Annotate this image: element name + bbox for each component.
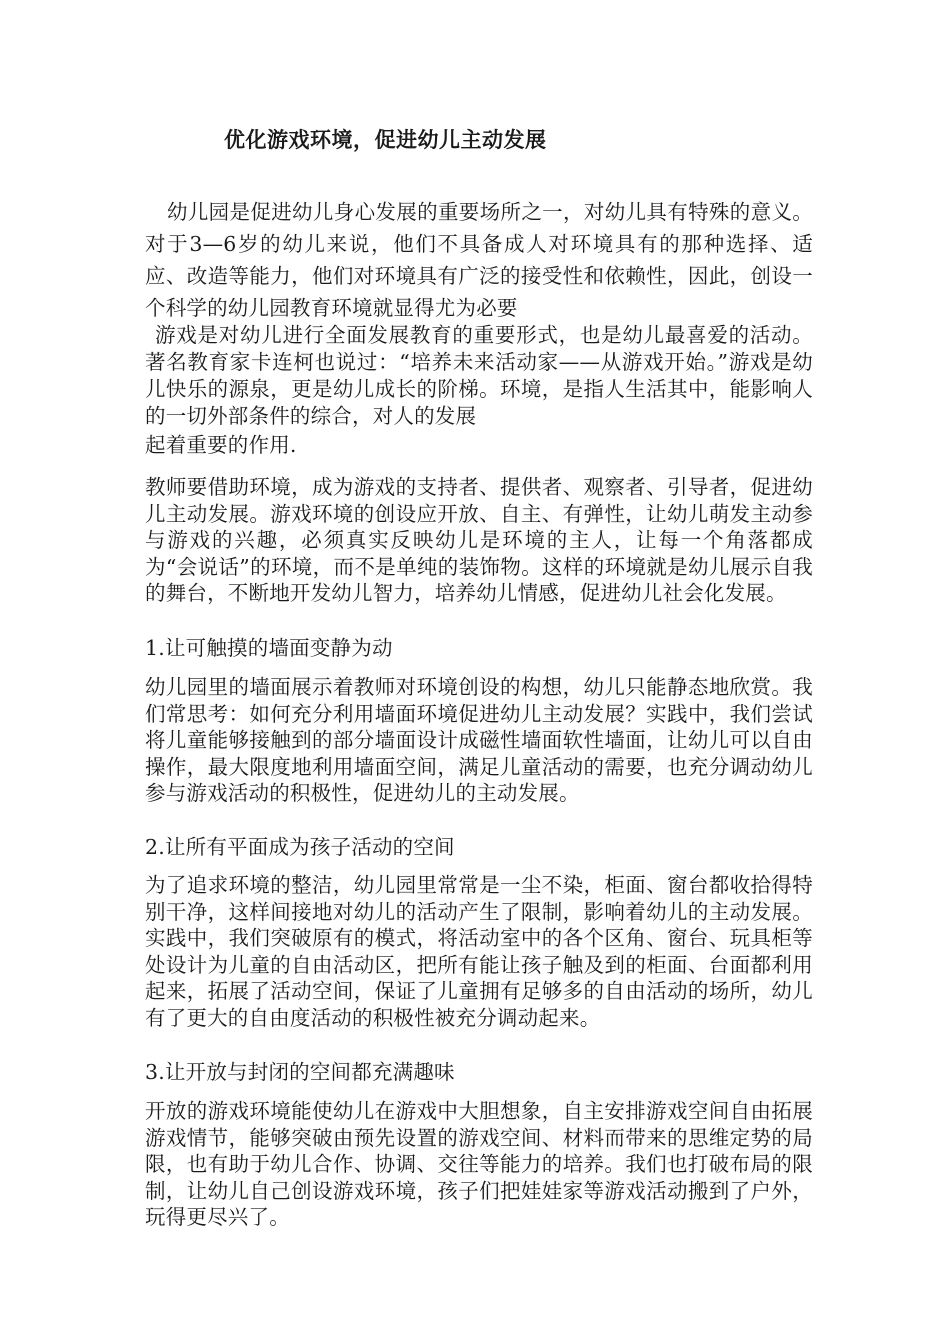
document-title: 优化游戏环境，促进幼儿主动发展	[224, 127, 547, 152]
paragraph-surfaces	[145, 872, 813, 1031]
heading-text: 2.让所有平面成为孩子活动的空间	[145, 835, 455, 859]
section-heading-2	[145, 833, 813, 861]
heading-text: 3.让开放与封闭的空间都充满趣味	[145, 1060, 455, 1084]
paragraph-game	[145, 322, 813, 430]
paragraph-game-end	[145, 430, 813, 460]
section-heading-3	[145, 1058, 813, 1086]
paragraph-text: 幼儿园是促进幼儿身心发展的重要场所之一，对幼儿具有特殊的意义。对于3—6岁的幼儿来说，他们不具备成人对环境具有的那种选择、适应、改造等能力，他们对环境具有广泛的接受性和依赖性，因此，创设一个科学的幼儿园教育环境就显得尤为必要	[145, 200, 813, 320]
paragraph-wall	[145, 674, 813, 807]
paragraph-intro	[145, 196, 813, 324]
paragraph-text: 游戏是对幼儿进行全面发展教育的重要形式，也是幼儿最喜爱的活动。著名教育家卡连柯也说过：“培养未来活动家——从游戏开始。”游戏是幼儿快乐的源泉，更是幼儿成长的阶梯。环境，是指人生活其中，能影响人的一切外部条件的综合，对人的发展	[145, 323, 813, 428]
paragraph-teacher	[145, 474, 813, 607]
paragraph-open-space	[145, 1098, 813, 1231]
heading-text: 1.让可触摸的墙面变静为动	[145, 636, 393, 660]
paragraph-text: 幼儿园里的墙面展示着教师对环境创设的构想，幼儿只能静态地欣赏。我们常思考：如何充分利用墙面环境促进幼儿主动发展？实践中，我们尝试将儿童能够接触到的部分墙面设计成磁性墙面软性墙面，让幼儿可以自由操作，最大限度地利用墙面空间，满足儿童活动的需要，也充分调动幼儿参与游戏活动的积极性，促进幼儿的主动发展。	[145, 675, 813, 805]
paragraph-text: 开放的游戏环境能使幼儿在游戏中大胆想象，自主安排游戏空间自由拓展游戏情节，能够突破由预先设置的游戏空间、材料而带来的思维定势的局限，也有助于幼儿合作、协调、交往等能力的培养。我们也打破布局的限制，让幼儿自己创设游戏环境，孩子们把娃娃家等游戏活动搬到了户外，玩得更尽兴了。	[145, 1099, 813, 1229]
section-heading-1	[145, 634, 813, 662]
paragraph-text: 起着重要的作用.	[145, 433, 297, 457]
paragraph-text: 教师要借助环境，成为游戏的支持者、提供者、观察者、引导者，促进幼儿主动发展。游戏环境的创设应开放、自主、有弹性，让幼儿萌发主动参与游戏的兴趣，必须真实反映幼儿是环境的主人，让每一个角落都成为“会说话”的环境，而不是单纯的装饰物。这样的环境就是幼儿展示自我的舞台，不断地开发幼儿智力，培养幼儿情感，促进幼儿社会化发展。	[145, 475, 813, 605]
paragraph-text: 为了追求环境的整洁，幼儿园里常常是一尘不染，柜面、窗台都收拾得特别干净，这样间接地对幼儿的活动产生了限制，影响着幼儿的主动发展。实践中，我们突破原有的模式，将活动室中的各个区角、窗台、玩具柜等处设计为儿童的自由活动区，把所有能让孩子触及到的柜面、台面都利用起来，拓展了活动空间，保证了儿童拥有足够多的自由活动的场所，幼儿有了更大的自由度活动的积极性被充分调动起来。	[145, 873, 813, 1030]
